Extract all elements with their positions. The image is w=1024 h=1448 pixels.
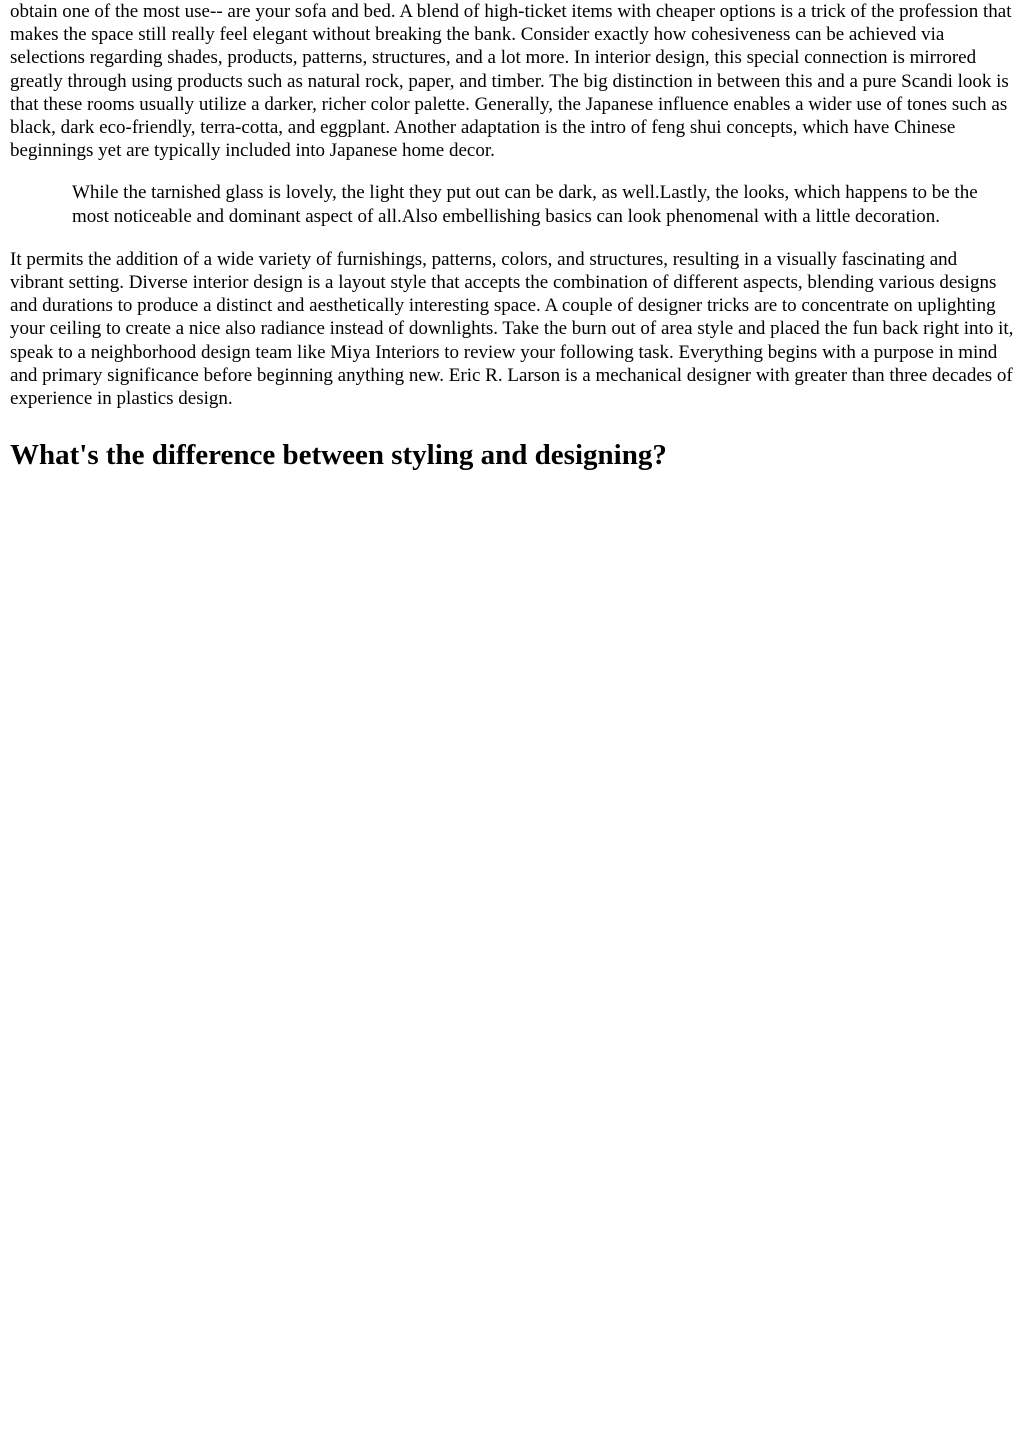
article-paragraph: It permits the addition of a wide variety of furnishings, patterns, colors, and structures, resulting in a visually fascinating and vibrant setting. Diverse interior design is a layout style that accepts the combination of different aspects, blending various designs and durations to produce a distinct and aesthetically interesting space. A couple of designer tricks are to concentrate on uplighting your ceiling to create a nice also radiance instead of downlights. Take the burn out of area style and placed the fun back right into it, speak to a neighborhood design team like Miya Interiors to review your following task. Everything begins with a purpose in mind and primary significance before beginning anything new. Eric R. Larson is a mechanical designer with greater than three decades of experience in plastics design.: [10, 248, 1014, 410]
article-paragraph: obtain one of the most use-- are your sofa and bed. A blend of high-ticket items with cheaper options is a trick of the profession that makes the space still really feel elegant without breaking the bank. Consider exactly how cohesiveness can be achieved via selections regarding shades, products, patterns, structures, and a lot more. In interior design, this special connection is mirrored greatly through using products such as natural rock, paper, and timber. The big distinction in between this and a pure Scandi look is that these rooms usually utilize a darker, richer color palette. Generally, the Japanese influence enables a wider use of tones such as black, dark eco-friendly, terra-cotta, and eggplant. Another adaptation is the intro of feng shui concepts, which have Chinese beginnings yet are typically included into Japanese home decor.: [10, 1, 1012, 162]
section-heading: What's the difference between styling and designing?: [10, 439, 667, 472]
article-blockquote: While the tarnished glass is lovely, the light they put out can be dark, as well.Lastly, the looks, which happens to be the most noticeable and dominant aspect of all.Also embellishing basics can look phenomenal with a little decoration.: [72, 182, 978, 227]
article-page: [0, 0, 1024, 472]
